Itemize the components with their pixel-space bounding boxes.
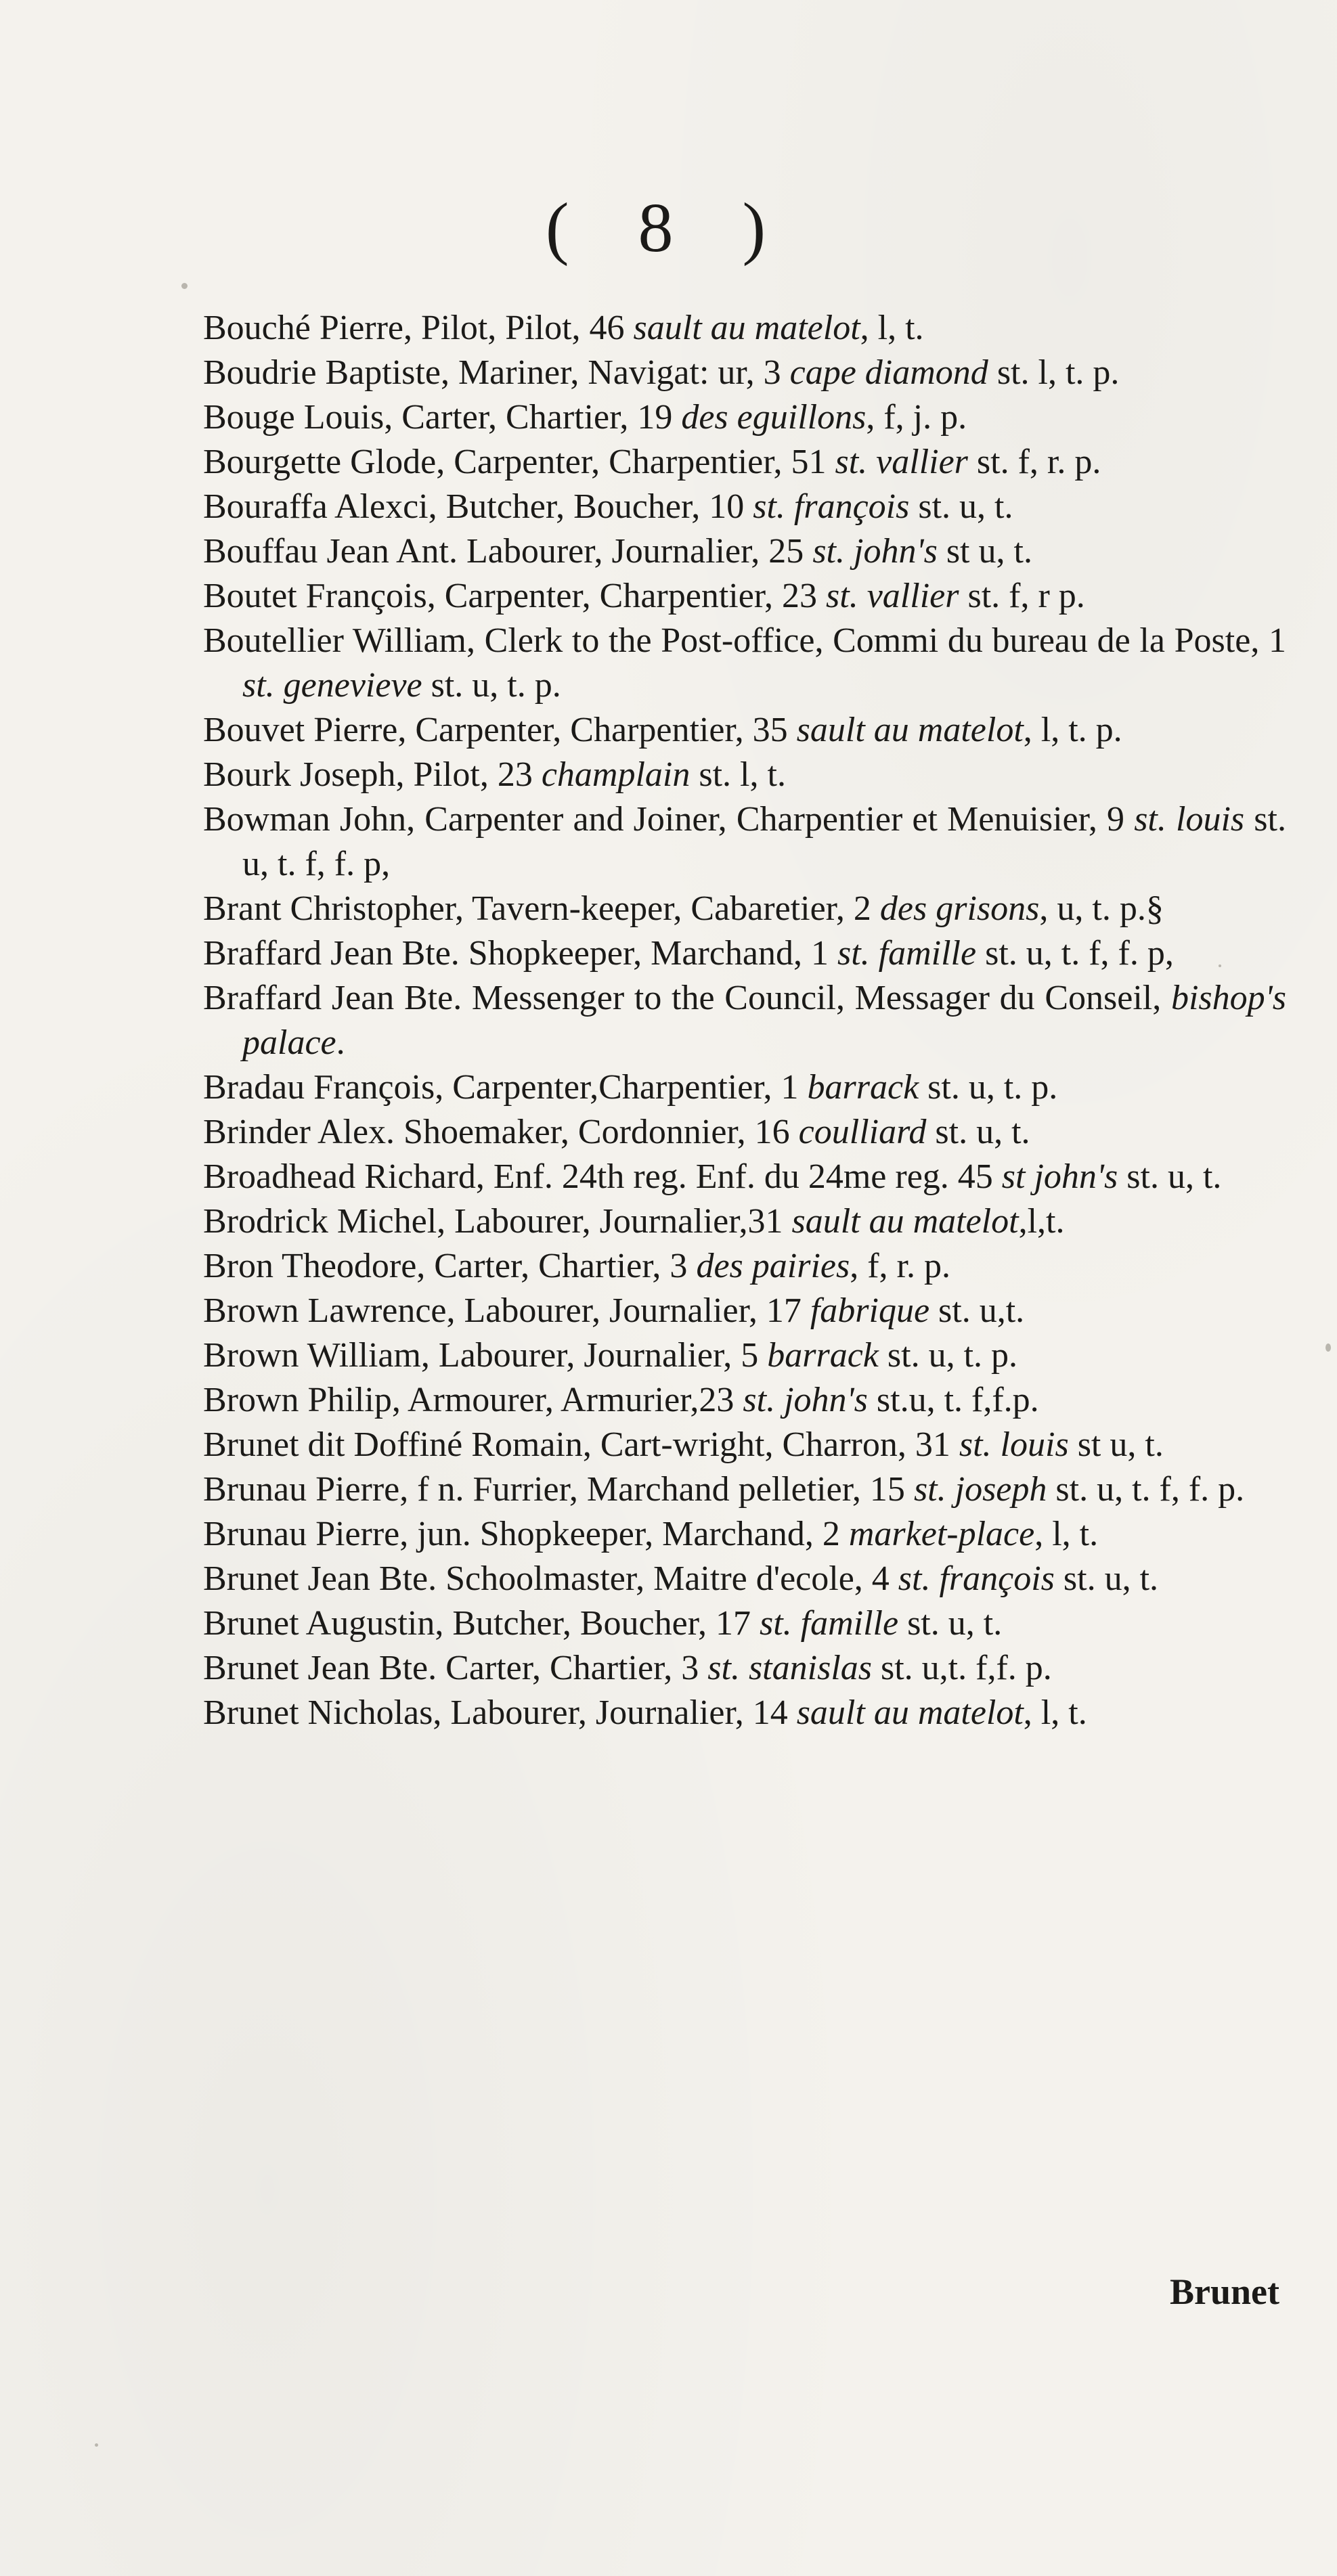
entry-street: des grisons <box>879 889 1040 928</box>
entry-street: st. stanislas <box>707 1649 872 1687</box>
directory-entry <box>203 485 1286 529</box>
entry-street: st. famille <box>837 934 977 973</box>
paper-speck <box>181 283 188 289</box>
directory-entry <box>203 1378 1286 1423</box>
entry-text: Bouraffa Alexci, Butcher, Boucher, 10 <box>203 487 753 526</box>
page-number: ( 8 ) <box>545 189 792 267</box>
directory-entries <box>203 306 1286 1735</box>
entry-text: Bourk Joseph, Pilot, 23 <box>203 755 542 794</box>
entry-street: st. john's <box>812 532 938 571</box>
entry-tail: st. l, t. p. <box>988 353 1120 392</box>
entry-text: Brunet Jean Bte. Schoolmaster, Maitre d'ecole, 4 <box>203 1559 898 1598</box>
entry-tail: , f, j. p. <box>866 398 967 437</box>
entry-tail: st. u, t. p. <box>919 1068 1058 1107</box>
entry-text: Brant Christopher, Tavern-keeper, Cabaretier, 2 <box>203 889 880 928</box>
entry-tail: . <box>336 1023 345 1062</box>
entry-tail: ,l,t. <box>1018 1202 1065 1241</box>
entry-text: Boutet François, Carpenter, Charpentier, 23 <box>203 577 827 615</box>
directory-entry <box>203 1065 1286 1110</box>
entry-tail: st. u, t. <box>1054 1559 1159 1598</box>
entry-tail: st. u, t. <box>898 1604 1003 1643</box>
entry-text: Bouché Pierre, Pilot, Pilot, 46 <box>203 309 634 347</box>
entry-tail: st. u,t. f,f. p. <box>872 1649 1052 1687</box>
directory-entry <box>203 797 1286 887</box>
entry-street: bishop's palace <box>242 979 1286 1062</box>
entry-tail: st u, t. <box>937 532 1032 571</box>
entry-tail: , u, t. p.§ <box>1039 889 1164 928</box>
entry-street: sault au matelot <box>796 711 1024 749</box>
entry-street: champlain <box>541 755 691 794</box>
entry-street: barrack <box>767 1336 879 1375</box>
entry-text: Brunau Pierre, f n. Furrier, Marchand pelletier, 15 <box>203 1470 914 1509</box>
entry-text: Braffard Jean Bte. Shopkeeper, Marchand, 1 <box>203 934 837 973</box>
entry-tail: st. u, t. p. <box>422 666 561 705</box>
entry-tail: st. u,t. <box>929 1291 1025 1330</box>
directory-entry <box>203 931 1286 976</box>
entry-text: Boutellier William, Clerk to the Post-office, Commi du bureau de la Poste, 1 <box>203 621 1286 660</box>
entry-street: fabrique <box>810 1291 930 1330</box>
directory-entry <box>203 1601 1286 1646</box>
directory-entry <box>203 1467 1286 1512</box>
entry-tail: st u, t. <box>1068 1425 1164 1464</box>
entry-tail: st.u, t. f,f.p. <box>867 1381 1039 1419</box>
entry-text: Brown Philip, Armourer, Armurier,23 <box>203 1381 743 1419</box>
entry-tail: , l, t. <box>860 309 924 347</box>
entry-street: sault au matelot <box>633 309 860 347</box>
entry-text: Brinder Alex. Shoemaker, Cordonnier, 16 <box>203 1113 799 1151</box>
entry-street: cape diamond <box>789 353 988 392</box>
paper-speck <box>95 2443 98 2447</box>
directory-entry <box>203 395 1286 440</box>
entry-tail: st. u, t. f, f. p. <box>1047 1470 1245 1509</box>
directory-entry <box>203 351 1286 395</box>
entry-street: des eguillons <box>681 398 867 437</box>
entry-tail: st. u, t. <box>926 1113 1030 1151</box>
entry-street: st. vallier <box>835 443 968 481</box>
entry-text: Boudrie Baptiste, Mariner, Navigat: ur, 3 <box>203 353 790 392</box>
entry-street: coulliard <box>798 1113 927 1151</box>
directory-entry <box>203 1244 1286 1289</box>
entry-tail: st. u, t. <box>1118 1157 1222 1196</box>
directory-entry <box>203 1289 1286 1333</box>
entry-street: sault au matelot <box>796 1693 1024 1732</box>
entry-tail: , l, t. p. <box>1023 711 1122 749</box>
entry-text: Braffard Jean Bte. Messenger to the Council, Messager du Conseil, <box>203 979 1171 1017</box>
directory-entry <box>203 1423 1286 1467</box>
entry-street: st john's <box>1001 1157 1118 1196</box>
catchword: Brunet <box>1170 2271 1279 2312</box>
entry-text: Brodrick Michel, Labourer, Journalier,31 <box>203 1202 792 1241</box>
entry-text: Bourgette Glode, Carpenter, Charpentier, 51 <box>203 443 835 481</box>
entry-tail: st. f, r. p. <box>967 443 1101 481</box>
entry-street: sault au matelot <box>791 1202 1019 1241</box>
directory-entry <box>203 887 1286 931</box>
directory-entry <box>203 1110 1286 1155</box>
entry-text: Bouge Louis, Carter, Chartier, 19 <box>203 398 682 437</box>
entry-street: st. vallier <box>826 577 959 615</box>
entry-text: Bradau François, Carpenter,Charpentier, 1 <box>203 1068 808 1107</box>
entry-tail: st. f, r p. <box>959 577 1085 615</box>
entry-text: Brunet Jean Bte. Carter, Chartier, 3 <box>203 1649 708 1687</box>
entry-text: Brown Lawrence, Labourer, Journalier, 17 <box>203 1291 810 1330</box>
entry-street: st. john's <box>743 1381 868 1419</box>
entry-text: Brunet Augustin, Butcher, Boucher, 17 <box>203 1604 760 1643</box>
entry-street: st. joseph <box>913 1470 1047 1509</box>
directory-entry <box>203 753 1286 797</box>
entry-tail: , f, r. p. <box>850 1247 950 1285</box>
entry-street: st. françois <box>753 487 910 526</box>
directory-entry <box>203 1691 1286 1735</box>
entry-street: st. louis <box>1134 800 1245 839</box>
entry-text: Bouffau Jean Ant. Labourer, Journalier, 25 <box>203 532 813 571</box>
entry-street: st. famille <box>759 1604 899 1643</box>
directory-entry <box>203 529 1286 574</box>
entry-text: Broadhead Richard, Enf. 24th reg. Enf. du 24me reg. 45 <box>203 1157 1002 1196</box>
entry-tail: st. u, t. f, f. p, <box>976 934 1174 973</box>
entry-street: des pairies <box>696 1247 850 1285</box>
entry-tail: st. u, t. f, f. p, <box>242 800 1286 883</box>
entry-text: Bowman John, Carpenter and Joiner, Charpentier et Menuisier, 9 <box>203 800 1135 839</box>
entry-text: Brunet dit Doffiné Romain, Cart-wright, Charron, 31 <box>203 1425 959 1464</box>
directory-entry <box>203 1333 1286 1378</box>
directory-entry <box>203 1155 1286 1199</box>
entry-street: barrack <box>807 1068 919 1107</box>
entry-street: st. françois <box>898 1559 1055 1598</box>
entry-text: Bron Theodore, Carter, Chartier, 3 <box>203 1247 697 1285</box>
directory-entry <box>203 1199 1286 1244</box>
entry-tail: st. l, t. <box>690 755 786 794</box>
entry-street: st. louis <box>959 1425 1069 1464</box>
entry-tail: , l, t. <box>1034 1515 1099 1553</box>
directory-entry <box>203 1557 1286 1601</box>
entry-tail: st. u, t. p. <box>878 1336 1018 1375</box>
entry-text: Brown William, Labourer, Journalier, 5 <box>203 1336 768 1375</box>
paper-speck <box>1219 964 1221 967</box>
directory-entry <box>203 440 1286 485</box>
entry-text: Brunet Nicholas, Labourer, Journalier, 14 <box>203 1693 797 1732</box>
directory-entry <box>203 574 1286 619</box>
entry-tail: st. u, t. <box>909 487 1013 526</box>
paper-speck <box>1325 1343 1331 1352</box>
directory-entry <box>203 619 1286 708</box>
directory-entry <box>203 1512 1286 1557</box>
entry-tail: , l, t. <box>1023 1693 1087 1732</box>
entry-text: Brunau Pierre, jun. Shopkeeper, Marchand, 2 <box>203 1515 849 1553</box>
directory-entry <box>203 1646 1286 1691</box>
entry-text: Bouvet Pierre, Carpenter, Charpentier, 35 <box>203 711 797 749</box>
entry-street: st. genevieve <box>242 666 422 705</box>
directory-entry <box>203 976 1286 1065</box>
entry-street: market-place <box>848 1515 1035 1553</box>
directory-entry <box>203 708 1286 753</box>
directory-entry <box>203 306 1286 351</box>
